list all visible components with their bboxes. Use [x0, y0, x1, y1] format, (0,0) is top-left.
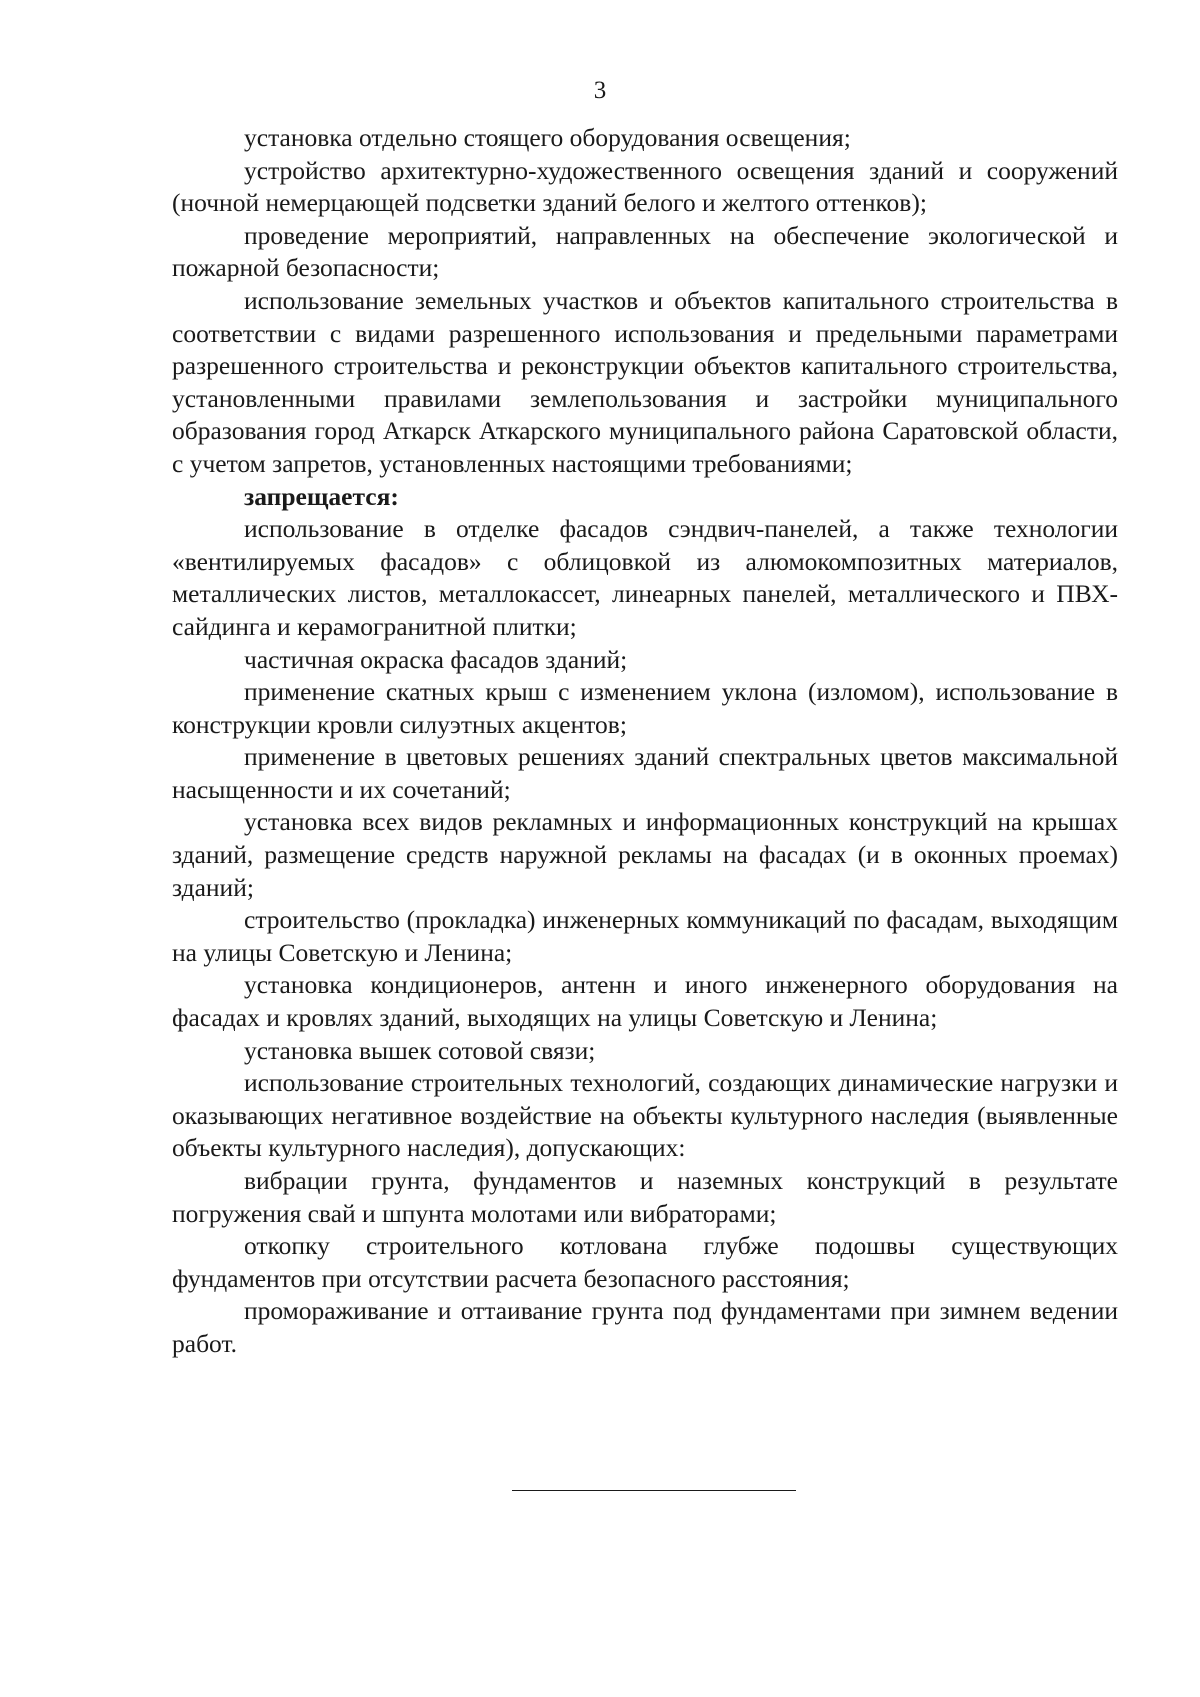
paragraph-partial-painting: частичная окраска фасадов зданий;: [244, 644, 628, 674]
paragraph-cell-towers: установка вышек сотовой связи;: [244, 1035, 596, 1065]
end-of-document-rule: [512, 1490, 796, 1491]
paragraph-spectral-colors: применение в цветовых решениях зданий спектральных цветов максимальной насыщенности и их сочетаний;: [172, 742, 1118, 804]
paragraph-construction-tech: использование строительных технологий, создающих динамические нагрузки и оказывающих негативное воздействие на объекты культурного наследия (выявленные объекты культурного наследия), допускающих:: [172, 1068, 1118, 1163]
document-body: [172, 122, 1118, 1361]
paragraph-safety-measures: проведение мероприятий, направленных на обеспечение экологической и пожарной безопасности;: [172, 220, 1118, 283]
paragraph-utilities: строительство (прокладка) инженерных коммуникаций по фасадам, выходящим на улицы Советскую и Ленина;: [172, 905, 1118, 967]
prohibited-heading: запрещается:: [244, 481, 399, 511]
paragraph-freezing: промораживание и оттаивание грунта под фундаментами при зимнем ведении работ.: [172, 1296, 1118, 1358]
paragraph-facade-panels: использование в отделке фасадов сэндвич-панелей, а также технологии «вентилируемых фасадов» с облицовкой из алюмокомпозитных материалов, металлических листов, металлокассет, линеарных панелей, металлического и ПВХ-сайдинга и керамогранитной плитки;: [172, 514, 1118, 641]
paragraph-vibrations: вибрации грунта, фундаментов и наземных конструкций в результате погружения свай и шпунта молотами или вибраторами;: [172, 1166, 1118, 1228]
paragraph-architectural-lighting: устройство архитектурно-художественного освещения зданий и сооружений (ночной немерцающей подсветки зданий белого и желтого оттенков);: [172, 155, 1118, 218]
paragraph-land-use: использование земельных участков и объектов капитального строительства в соответствии с видами разрешенного использования и предельными параметрами разрешенного строительства и реконструкции объектов капитального строительства, установленными правилами землепользования и застройки муниципального образования город Аткарск Аткарского муниципального района Саратовской области, с учетом запретов, установленных настоящими требованиями;: [172, 285, 1118, 478]
paragraph-lighting-equipment: установка отдельно стоящего оборудования освещения;: [244, 123, 851, 152]
page-number: 3: [593, 77, 607, 104]
paragraph-pitched-roofs: применение скатных крыш с изменением уклона (изломом), использование в конструкции кровли силуэтных акцентов;: [172, 677, 1118, 739]
paragraph-excavation: откопку строительного котлована глубже подошвы существующих фундаментов при отсутствии расчета безопасного расстояния;: [172, 1231, 1118, 1293]
paragraph-air-conditioners: установка кондиционеров, антенн и иного инженерного оборудования на фасадах и кровлях зданий, выходящих на улицы Советскую и Ленина;: [172, 970, 1118, 1033]
paragraph-advertising: установка всех видов рекламных и информационных конструкций на крышах зданий, размещение средств наружной рекламы на фасадах (и в оконных проемах) зданий;: [172, 807, 1118, 902]
